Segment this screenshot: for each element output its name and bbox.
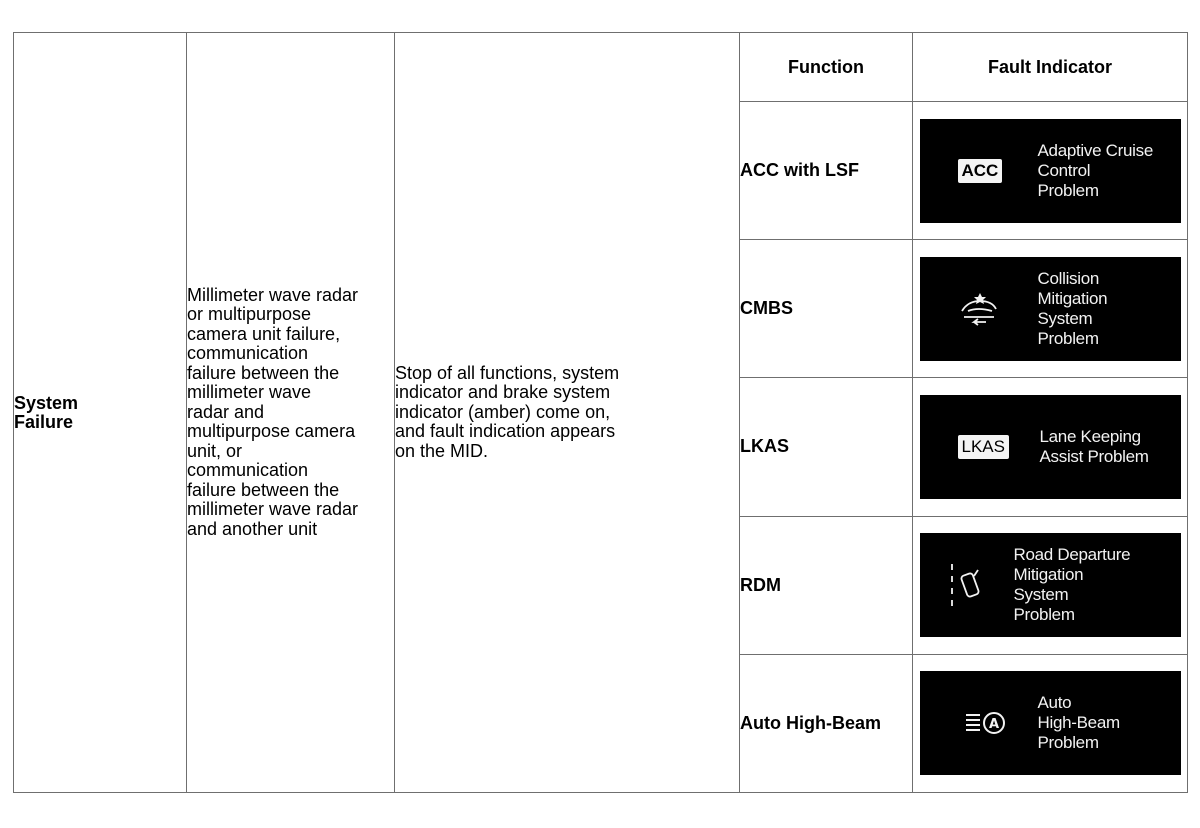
fault-indicator-cell [913, 654, 1188, 792]
condition-line: or multipurpose [187, 304, 312, 325]
fault-indicator-header: Fault Indicator [913, 33, 1188, 102]
condition-line: and another unit [187, 518, 318, 539]
svg-text:A: A [988, 717, 999, 733]
fault-message-line: Mitigation [1013, 565, 1084, 585]
fault-message-line: Problem [1013, 605, 1075, 625]
fault-message-line: System [1013, 585, 1069, 605]
fault-message-line: Assist Problem [1039, 446, 1149, 466]
result-line: and fault indication appears [395, 421, 616, 442]
auto-high-beam-icon [964, 709, 1008, 737]
header-row [14, 33, 1188, 102]
road-departure-icon [948, 560, 988, 610]
fault-message-line: System [1037, 308, 1093, 328]
category-line-2: Failure [14, 411, 74, 432]
fault-indicator-cell [913, 240, 1188, 378]
fault-message-line: Control [1037, 160, 1091, 180]
fault-indicator-display [920, 257, 1181, 361]
fault-indicator-cell [913, 102, 1188, 240]
fault-message-line: Lane Keeping [1039, 426, 1141, 446]
result-line: indicator and brake system [395, 382, 611, 403]
fault-message-line: Road Departure [1013, 545, 1131, 565]
condition-line: unit, or [187, 440, 243, 461]
function-header: Function [740, 33, 913, 102]
fault-message-line: Collision [1037, 268, 1100, 288]
condition-line: radar and [187, 401, 265, 422]
fault-indicator-display [920, 671, 1181, 775]
result-line: Stop of all functions, system [395, 362, 620, 383]
fault-message [1038, 693, 1120, 753]
fault-message [1038, 269, 1108, 349]
result-line: indicator (amber) come on, [395, 401, 611, 422]
function-name: Auto High-Beam [740, 654, 913, 792]
fault-message-line: Problem [1037, 328, 1099, 348]
fault-table [13, 32, 1188, 793]
condition-line: communication [187, 343, 309, 364]
condition-line: millimeter wave radar [187, 499, 359, 520]
condition-line: Millimeter wave radar [187, 284, 359, 305]
function-name: LKAS [740, 378, 913, 516]
acc-badge-icon: ACC [958, 159, 1003, 183]
condition-cell [187, 33, 395, 793]
function-name: RDM [740, 516, 913, 654]
category-line-1: System [14, 392, 79, 413]
function-name: ACC with LSF [740, 102, 913, 240]
fault-message [1040, 427, 1149, 467]
fault-message-line: Mitigation [1037, 288, 1108, 308]
condition-line: failure between the [187, 362, 340, 383]
result-line: on the MID. [395, 440, 489, 461]
fault-message-line: Problem [1037, 733, 1099, 753]
fault-message-line: Auto [1037, 693, 1072, 713]
fault-message-line: High-Beam [1037, 713, 1120, 733]
fault-message-line: Problem [1037, 180, 1099, 200]
condition-line: multipurpose camera [187, 421, 356, 442]
function-name: CMBS [740, 240, 913, 378]
fault-indicator-cell [913, 516, 1188, 654]
condition-line: millimeter wave [187, 382, 312, 403]
lkas-badge-icon: LKAS [958, 435, 1009, 459]
fault-indicator-cell [913, 378, 1188, 516]
condition-line: communication [187, 460, 309, 481]
fault-indicator-display [920, 395, 1181, 499]
fault-indicator-display [920, 119, 1181, 223]
condition-line: failure between the [187, 479, 340, 500]
fault-message [1014, 545, 1131, 625]
category-cell [14, 33, 187, 793]
fault-indicator-display [920, 533, 1181, 637]
fault-message-line: Adaptive Cruise [1037, 140, 1154, 160]
result-cell [395, 33, 740, 793]
condition-line: camera unit failure, [187, 323, 341, 344]
fault-message [1038, 141, 1154, 201]
collision-mitigation-icon [958, 289, 1006, 329]
